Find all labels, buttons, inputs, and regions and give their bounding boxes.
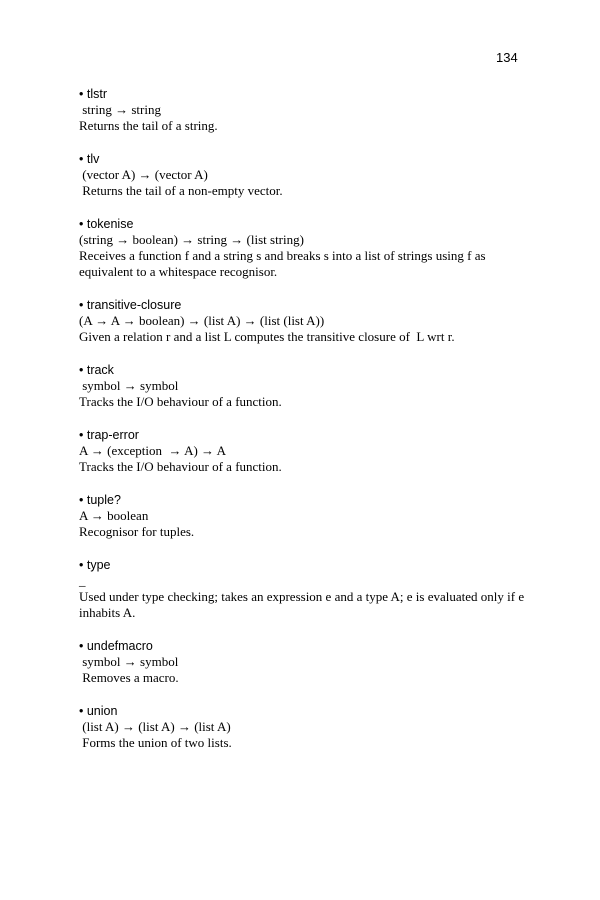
function-name: • trap-error [79, 428, 139, 442]
function-description: Recognisor for tuples. [79, 524, 195, 539]
function-signature: _ [79, 573, 86, 588]
function-name: • tlstr [79, 87, 107, 101]
function-name: • tuple? [79, 493, 121, 507]
function-entry-track [79, 362, 539, 410]
function-description: Returns the tail of a string. [79, 118, 218, 133]
function-signature: (vector A) → (vector A) [79, 167, 208, 182]
function-description: Removes a macro. [79, 670, 179, 685]
function-description: Given a relation r and a list L computes the transitive closure of L wrt r. [79, 329, 455, 344]
function-entry-transitive-closure [79, 297, 539, 345]
function-name: • transitive-closure [79, 298, 182, 312]
function-description: Used under type checking; takes an expression e and a type A; e is evaluated only if e inhabits A. [79, 589, 528, 620]
function-entry-union [79, 703, 539, 751]
function-entry-tokenise [79, 216, 539, 280]
function-signature: (string → boolean) → string → (list string) [79, 232, 304, 247]
function-signature: string → string [79, 102, 161, 117]
function-name: • tlv [79, 152, 100, 166]
function-name: • track [79, 363, 114, 377]
function-signature: (list A) → (list A) → (list A) [79, 719, 231, 734]
function-signature: A → (exception → A) → A [79, 443, 226, 458]
function-name: • union [79, 704, 118, 718]
function-signature: (A → A → boolean) → (list A) → (list (list A)) [79, 313, 325, 328]
function-list [79, 86, 539, 768]
function-signature: symbol → symbol [79, 378, 179, 393]
page-number: 134 [496, 50, 518, 65]
function-description: Forms the union of two lists. [79, 735, 232, 750]
function-description: Tracks the I/O behaviour of a function. [79, 394, 282, 409]
function-signature: A → boolean [79, 508, 149, 523]
function-signature: symbol → symbol [79, 654, 179, 669]
function-name: • type [79, 558, 111, 572]
function-entry-undefmacro [79, 638, 539, 686]
function-name: • undefmacro [79, 639, 153, 653]
function-description: Tracks the I/O behaviour of a function. [79, 459, 282, 474]
function-entry-tlstr [79, 86, 539, 134]
function-description: Receives a function f and a string s and breaks s into a list of strings using f as equivalent to a whitespace recognisor. [79, 248, 489, 279]
function-entry-tlv [79, 151, 539, 199]
function-entry-trap-error [79, 427, 539, 475]
function-description: Returns the tail of a non-empty vector. [79, 183, 283, 198]
function-name: • tokenise [79, 217, 134, 231]
function-entry-type [79, 557, 539, 621]
function-entry-tuple [79, 492, 539, 540]
